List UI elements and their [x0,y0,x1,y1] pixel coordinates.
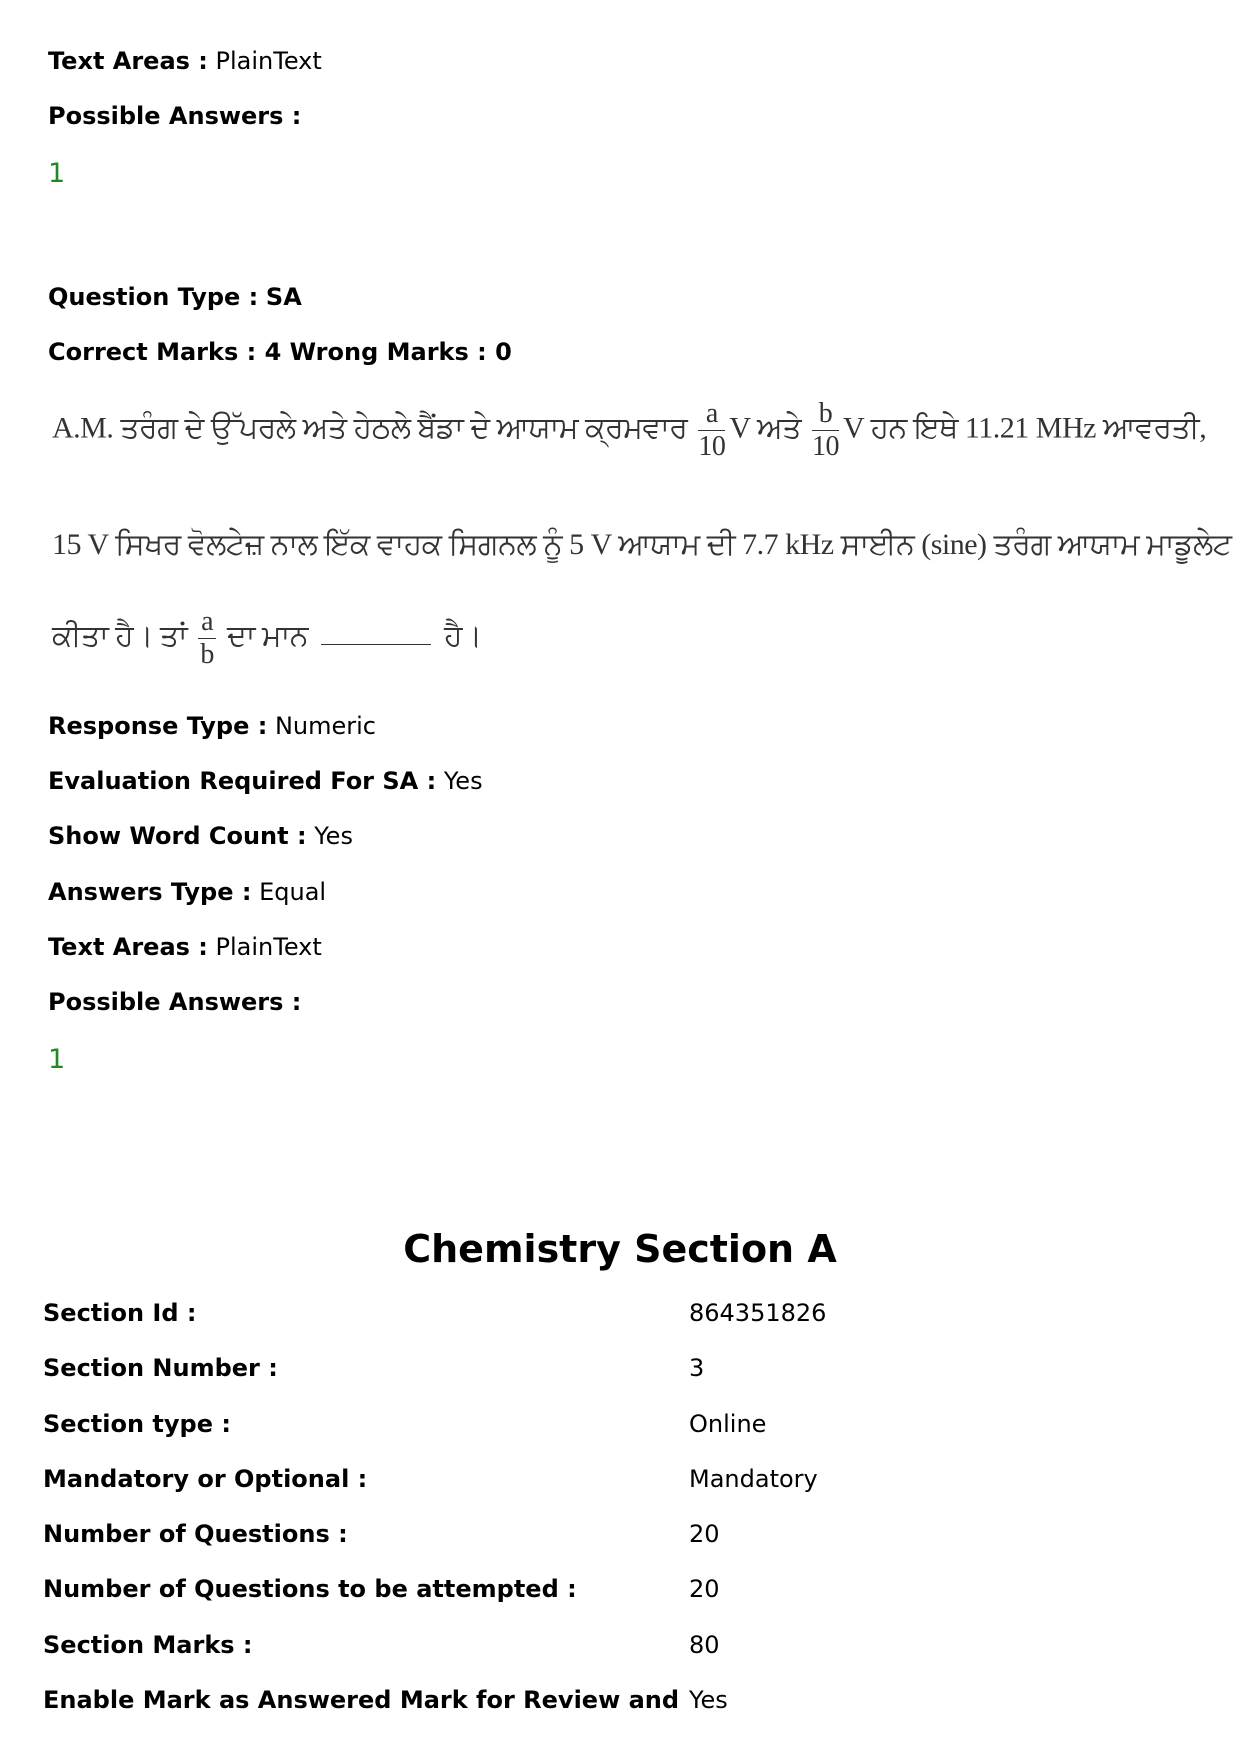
text-areas-label: Text Areas : [48,47,208,75]
section-info-label: Section Id : [43,1299,197,1327]
unit-v: V [843,411,864,445]
text-areas-line-2 [48,932,322,962]
answer-blank [321,622,431,645]
possible-answers-label: Possible Answers : [48,102,302,130]
fraction-denominator: b [200,639,214,670]
response-type-value: Numeric [274,712,376,740]
text-areas-line [48,46,322,76]
question-text-value-of: ਦਾ ਮਾਨ [227,619,309,653]
section-info-value: Online [689,1410,767,1438]
fraction-denominator: 10 [812,431,840,462]
section-info-label: Section Marks : [43,1631,253,1659]
section-info-value: 3 [689,1354,705,1382]
word-count-label: Show Word Count : [48,822,307,850]
question-text-end: ਹਨ ਇਥੇ 11.21 MHz ਆਵਰਤੀ, [870,411,1207,445]
fraction-a-over-b [198,608,216,669]
question-text-line-3 [52,608,482,669]
evaluation-line [48,766,483,796]
section-info-value: Yes [689,1686,728,1714]
word-count-line [48,821,353,851]
section-info-label: Number of Questions to be attempted : [43,1575,577,1603]
answers-type-label: Answers Type : [48,878,252,906]
answers-type-value: Equal [259,878,327,906]
evaluation-label: Evaluation Required For SA : [48,767,437,795]
section-info-label: Section type : [43,1410,231,1438]
possible-answer-value-2: 1 [48,1044,66,1075]
response-type-label: Response Type : [48,712,268,740]
section-info-label: Enable Mark as Answered Mark for Review and [43,1686,680,1714]
question-text-line-1 [52,400,1206,461]
question-text-then: ਕੀਤਾ ਹੈ। ਤਾਂ [52,619,188,653]
question-type-value: SA [265,283,302,311]
answers-type-line [48,877,326,907]
question-text-start: A.M. ਤਰੰਗ ਦੇ ਉੱਪਰਲੇ ਅਤੇ ਹੇਠਲੇ ਬੈਂਡਾ ਦੇ ਆਯਾਮ ਕ੍ਰਮਵਾਰ [52,411,688,445]
fraction-numerator: a [198,608,216,639]
text-areas-label: Text Areas : [48,933,208,961]
section-info-value: 80 [689,1631,720,1659]
section-info-value: 864351826 [689,1299,827,1327]
response-type-line [48,711,376,741]
question-text-line-2: 15 V ਸਿਖਰ ਵੋਲਟੇਜ਼ ਨਾਲ ਇੱਕ ਵਾਹਕ ਸਿਗਨਲ ਨੂੰ 5 V ਆਯਾਮ ਦੀ 7.7 kHz ਸਾਈਨ (sine) ਤਰੰਗ ਆਯਾਮ ਮਾਡੂਲੇਟ [52,528,1232,561]
possible-answers-line [48,101,301,131]
section-info-label: Mandatory or Optional : [43,1465,368,1493]
text-areas-value: PlainText [215,47,322,75]
evaluation-value: Yes [443,767,483,795]
question-type-line [48,282,302,312]
marks-text: Correct Marks : 4 Wrong Marks : 0 [48,338,512,366]
fraction-a-over-10 [698,400,725,461]
section-title: Chemistry Section A [403,1227,837,1271]
possible-answers-label: Possible Answers : [48,988,302,1016]
fraction-b-over-10 [812,400,839,461]
section-info-value: Mandatory [689,1465,818,1493]
section-info-label: Section Number : [43,1354,278,1382]
unit-v: V [729,411,751,445]
fraction-numerator: a [698,400,725,431]
possible-answer-value: 1 [48,158,66,189]
section-info-value: 20 [689,1575,720,1603]
section-info-value: 20 [689,1520,720,1548]
fraction-denominator: 10 [698,431,726,462]
word-count-value: Yes [314,822,353,850]
section-info-label: Number of Questions : [43,1520,348,1548]
marks-line [48,337,512,367]
text-areas-value: PlainText [215,933,322,961]
question-type-label: Question Type : [48,283,259,311]
question-text-and: ਅਤੇ [757,411,802,445]
fraction-numerator: b [812,400,839,431]
possible-answers-line-2 [48,987,301,1017]
question-text-is: ਹੈ। [444,619,482,653]
